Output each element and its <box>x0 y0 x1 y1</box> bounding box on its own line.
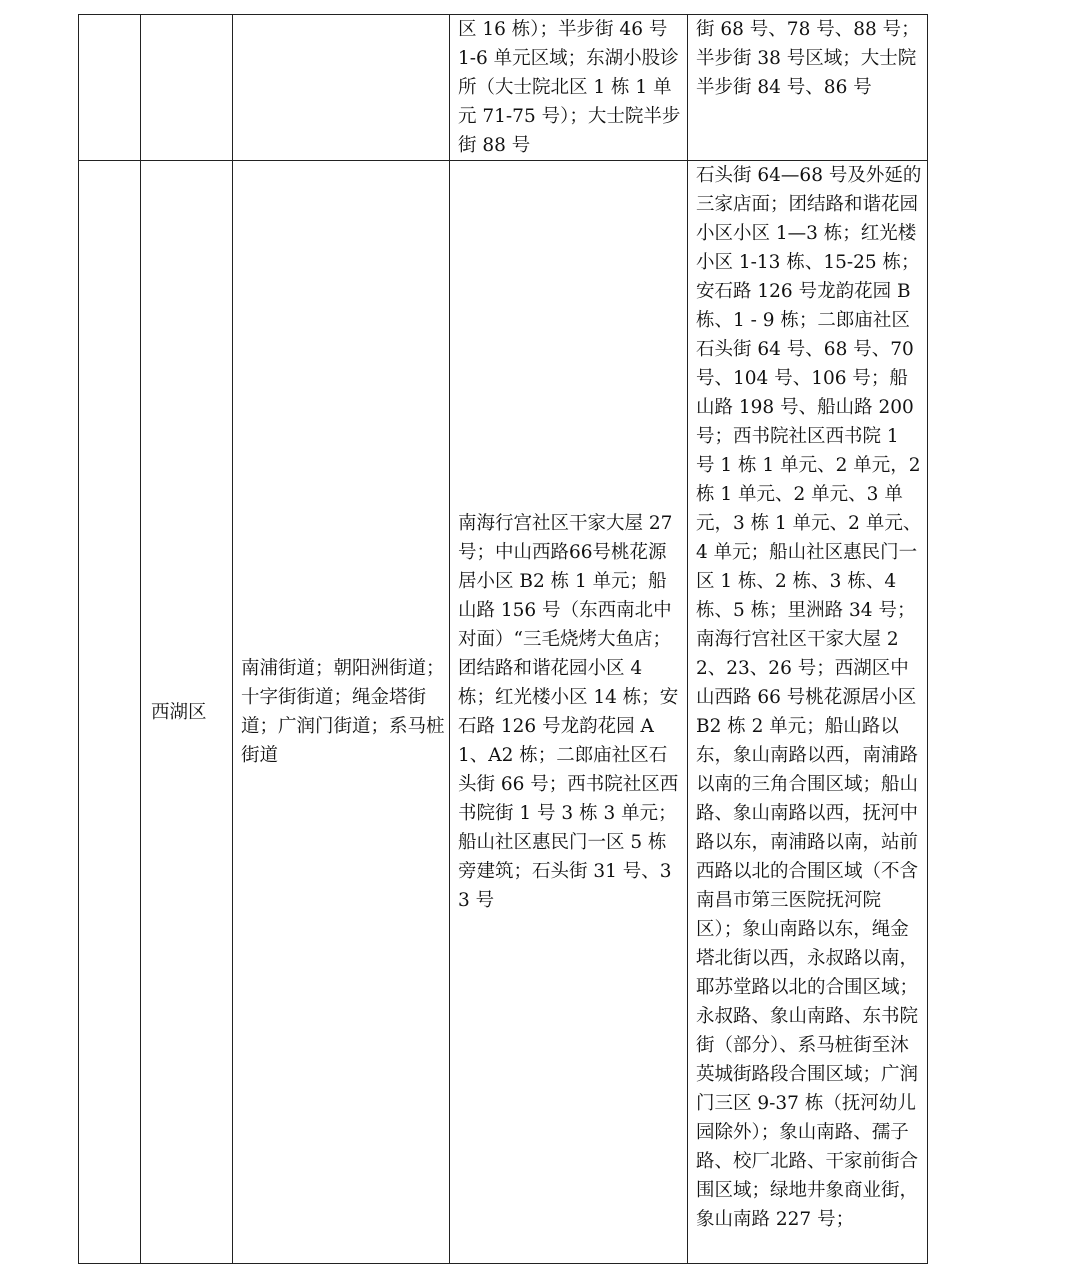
streets-cell <box>233 15 450 161</box>
medium-risk-cell <box>688 161 928 1264</box>
table-row <box>79 15 928 161</box>
high-risk-text: 南海行宫社区干家大屋 27 号；中山西路66号桃花源居小区 B2 栋 1 单元；船山路 156 号（东西南北中对面）“三毛烧烤大鱼店；团结路和谐花园小区 4 栋；红光楼小区 14 栋；安石路 126 号龙韵花园 A1、A2 栋；二郎庙社区石头街 66 号；西书院社区西书院街 1 号 3 栋 3 单元；船山社区惠民门一区 5 栋旁建筑；石头街 31 号、33 号 <box>458 513 679 911</box>
district-text: 西湖区 <box>151 701 207 723</box>
high-risk-text: 区 16 栋）；半步街 46 号 1-6 单元区域；东湖小股诊所（大士院北区 1 栋 1 单元 71-75 号）；大士院半步街 88 号 <box>458 19 681 156</box>
medium-risk-cell <box>688 15 928 161</box>
medium-risk-text: 石头街 64—68 号及外延的三家店面；团结路和谐花园小区小区 1—3 栋；红光楼小区 1-13 栋、15-25 栋；安石路 126 号龙韵花园 B 栋、1 - 9 栋；二郎庙社区石头街 64 号、68 号、70 号、104 号、106 号；船山路 198 号、船山路 200 号；西书院社区西书院 1 号 1 栋 1 单元、2 单元，2 栋 1 单元、2 单元、3 单元，3 栋 1 单元、2 单元、4 单元；船山社区惠民门一区 1 栋、2 栋、3 栋、4 栋、5 栋；里洲路 34 号；南海行宫社区干家大屋 22、23、26 号；西湖区中山西路 66 号桃花源居小区 B2 栋 2 单元；船山路以东，象山南路以西，南浦路以南的三角合围区域；船山路、象山南路以西，抚河中路以东，南浦路以南，站前西路以北的合围区域（不含南昌市第三医院抚河院区）；象山南路以东，绳金塔北街以西，永叔路以南，耶苏堂路以北的合围区域；永叔路、象山南路、东书院街（部分）、系马桩街至沐英城街路段合围区域；广润门三区 9-37 栋（抚河幼儿园除外）；象山南路、孺子路、校厂北路、干家前街合围区域；绿地井象商业街，象山南路 227 号； <box>696 165 922 1230</box>
row-index-cell <box>79 161 141 1264</box>
high-risk-cell <box>450 15 688 161</box>
medium-risk-text: 街 68 号、78 号、88 号；半步街 38 号区域；大士院半步街 84 号、86 号 <box>696 19 920 98</box>
streets-text: 南浦街道；朝阳洲街道；十字街街道；绳金塔街道；广润门街道；系马桩街道 <box>241 658 445 766</box>
district-cell <box>141 15 233 161</box>
table-row <box>79 161 928 1264</box>
row-index-cell <box>79 15 141 161</box>
risk-area-table <box>78 14 928 1264</box>
district-cell <box>141 161 233 1264</box>
streets-cell <box>233 161 450 1264</box>
high-risk-cell <box>450 161 688 1264</box>
